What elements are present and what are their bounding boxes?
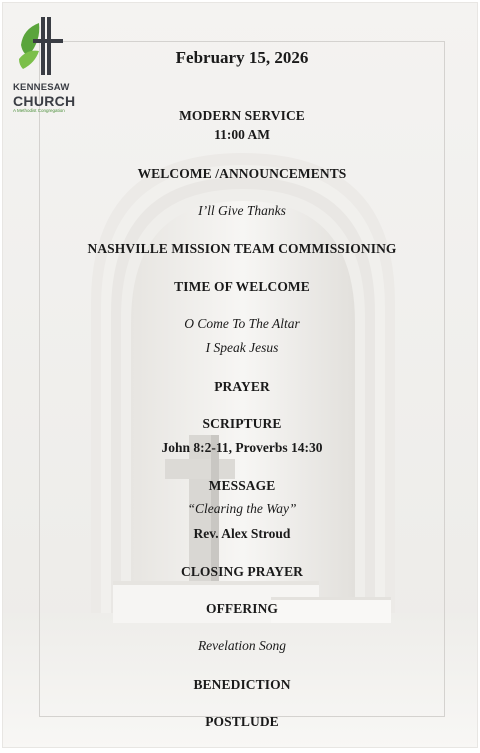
service-date: February 15, 2026 xyxy=(175,48,309,67)
welcome-heading: WELCOME /ANNOUNCEMENTS xyxy=(137,166,347,181)
service-time: 11:00 AM xyxy=(214,127,270,142)
message-title: “Clearing the Way” xyxy=(187,501,297,516)
postlude-heading: POSTLUDE xyxy=(205,714,279,729)
scripture-heading: SCRIPTURE xyxy=(202,416,282,431)
time-of-welcome-heading: TIME OF WELCOME xyxy=(174,279,310,294)
order-of-worship xyxy=(3,3,478,748)
commissioning-heading: NASHVILLE MISSION TEAM COMMISSIONING xyxy=(87,241,397,256)
logo-tagline: A Methodist Congregation xyxy=(13,107,65,113)
song-title: I’ll Give Thanks xyxy=(198,203,286,218)
scripture-reference: John 8:2-11, Proverbs 14:30 xyxy=(161,440,323,455)
song-title: O Come To The Altar xyxy=(184,316,300,331)
speaker-name: Rev. Alex Stroud xyxy=(193,526,291,541)
closing-prayer-heading: CLOSING PRAYER xyxy=(180,564,304,579)
benediction-heading: BENEDICTION xyxy=(193,677,291,692)
logo-name-line2: CHURCH xyxy=(13,92,76,109)
bulletin-page xyxy=(2,2,478,748)
song-title: I Speak Jesus xyxy=(205,340,279,355)
prayer-heading: PRAYER xyxy=(214,379,270,394)
service-name: MODERN SERVICE xyxy=(179,108,305,123)
logo-name-line1: KENNESAW xyxy=(13,82,70,93)
song-title: Revelation Song xyxy=(197,638,287,653)
message-heading: MESSAGE xyxy=(208,478,276,493)
offering-heading: OFFERING xyxy=(205,601,279,616)
